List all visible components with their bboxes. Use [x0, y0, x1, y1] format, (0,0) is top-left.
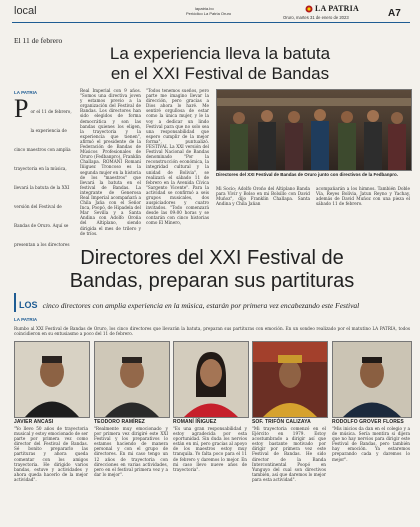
portrait-teodoro-ramirez [95, 342, 169, 417]
article1-headline-line1: La experiencia lleva la batuta [109, 44, 331, 63]
la-patria-logo-icon [305, 5, 313, 13]
profile-text-javier-ancasi: "Yo llevo 50 años de trayectoria musical y estoy emocionado de ser parte por primera vez como director del Festival de Bandas. Sé bonito prepararlo las partituras y ahora queda comentar con los amigos trayectoria. He dirigido varios bandas, estuve y actividades y ahora queda hacerlo de la mejor actividad". [14, 426, 88, 482]
profile-text-trifon-calizaya: "Mi trayectoria comenzó en el Ejército en 1979. Estoy acostumbrado a dirigir así que estoy bastante motivado por dirigir por primera vez este Festival de Bandas. He sido director de la Banda Intercontinental Poopó en Yunguyo del cual son directivos también, así que daremos lo mejor para esta actividad". [252, 426, 326, 482]
profile-text-teodoro-ramirez: "Realmente muy emocionado y por primera vez dirigiré este XXI Festival y los preparativos lo estamos haciendo de manera personal y con el grupo de directores. En mi caso tengo un 12 años de trayectoria con direcciones en varias actividades, pero en el festival primera vez y a dar lo mejor". [94, 426, 168, 477]
article2-deck [14, 293, 415, 312]
profile-photo-javier-ancasi [14, 341, 90, 418]
article2-byline: LA PATRIA [14, 317, 38, 322]
article1-col1-text: or el 11 de febrero, la experiencia de cinco maestros con amplia trayectoria en la música, llevará la batuta de la XXI versión del Festival de Bandas de Oruro. Aquí se presentan a los directores [14, 109, 72, 247]
article1-headline [60, 44, 380, 84]
section-label: local [14, 5, 37, 17]
profile-photo-rodolfo-grover-flores [332, 341, 412, 418]
portrait-romani-iniguez [174, 342, 248, 417]
profile-name-teodoro-ramirez: TEODORO RAMÍREZ [94, 419, 145, 425]
article2-intro: Rumbo al XXI Festival de Bandas de Oruro, los cinco directores que llevarán la batuta, preparan sus partituras con emoción. En un sondeo realizado por el matutino LA PATRIA, todos coincidieron en su entusiasmo a poco del 11 de febrero. [14, 326, 410, 337]
article1-column-1 [14, 98, 75, 248]
profile-name-rodolfo-grover-flores: RODOLFO GROVER FLORES [332, 419, 404, 425]
portrait-rodolfo-grover-flores [333, 342, 411, 417]
issue-date: Oruro, martes 31 de enero de 2023 [283, 15, 349, 20]
article1-column-2: Real Imperial con 9 años. "Somos una directiva joven y estamos previo a la organización del Festival de Bandas. Los directores han sido elegidos de forma democrática y son las bandas quienes los eligen, la trayectoria y la experiencia que tienen", afirmó el presidente de la Federación de Bandas de Músicos Profesionales de Oruro (Fedbanpro), Franklin Challapa. ROMANÍ Romaní Íñiguez Troncoso es la segunda mujer en la historia de los "maestros" que llevará la batuta en el festival de Bandas. La integrante de Generosa Real Imperial acompañará a Chila Jaña con el Señor Inca, Poopó, de Hipadela del Mar Sevilla y a Santa Andina con Adolfo Oroña del Altiplano, siendo dirigida el mes de trilero y de tríos. [80, 88, 141, 236]
article1-headline-line2: en el XXI Festival de Bandas [110, 64, 330, 83]
profile-photo-trifon-calizaya [252, 341, 328, 418]
article2-headline [14, 247, 410, 293]
article2-headline-line2: Bandas, preparan sus partituras [69, 270, 355, 292]
site-tagline: Periódico La Patria Oruro [186, 11, 232, 16]
profile-photo-romani-iniguez [173, 341, 249, 418]
profile-name-romani-iniguez: ROMANÍ ÍÑIGUEZ [173, 419, 217, 425]
article1-column-4: Mi Socio; Adolfo Oroño del Altiplano Banda para Vivir y Bolso en mi Bolsillo con David Muñoz", dijo Franklin Challapa. Santa Andina y Chila Jañan [216, 186, 310, 207]
article1-column-3: "Todos tenemos sueños, pero parte me imagino llevar la dirección, pero gracias a Dios ahora lo haré. Me sentiré orgullosa de estar como la única mujer, y le la voy a dedicar un lindo Festival para que no solo sea una responsabilidad que espero cumplir de la mejor forma", puntualizó. FESTIVAL La XXI versión del Festival Nacional de Bandas denominado "Por la reconstrucción económica, la integridad cultural y la unidad de Bolivia", se realizará el sábado 11 de febrero en la Avenida Cívica "Sargento Vicente". Para la actividad se confirmó a seis grupos musicales, dos auspiciadores y cuatro invitados. "Todo comenzará desde las 09:00 horas y se contarán con cinco historias como El Minero, [146, 88, 209, 226]
profile-text-romani-iniguez: "Es una gran responsabilidad y estoy agradecida por esta oportunidad. Sin duda los nervios están en mí, pero gracias al apoyo de los maestros estoy muy tranquila. Yo falta poco para el 11 de febrero y daremos lo mejor. En mi caso llevo nueve años de trayectoria". [173, 426, 247, 472]
brand-logo [305, 4, 359, 13]
article1-dropcap: P [14, 98, 29, 123]
article2-deck-text: cinco directores con amplia experiencia en la música, estarán por primera vez encabezando este Festival [42, 301, 360, 310]
article2-headline-line1: Directores del XXI Festival de [80, 247, 344, 269]
article1-column-5: acompañarán a los himnos. También Doble Vía, Reyes Bolívia, Jatun Reyno y Yachay, además de David Muñoz con una pieza el sábado 11 de febrero. [316, 186, 410, 207]
profile-name-trifon-calizaya: SOF. TRIFÓN CALIZAYA [252, 419, 311, 425]
profile-name-javier-ancasi: JAVIER ANCASI [14, 419, 54, 425]
portrait-trifon-calizaya [253, 342, 327, 417]
profile-photo-teodoro-ramirez [94, 341, 170, 418]
directors-group-photo [216, 89, 412, 171]
portrait-javier-ancasi [15, 342, 89, 417]
site-url[interactable]: lapatria.bo [195, 6, 214, 11]
article2-deck-lead: LOS [19, 300, 38, 310]
article1-photo-caption: Directores del XXI Festival de Bandas de Oruro junto con directivos de la Fedbanpro. [216, 172, 399, 177]
brand-name: LA PATRIA [315, 4, 359, 13]
page-number: A7 [388, 8, 401, 19]
profile-text-rodolfo-grover-flores: "Mis inicios da dan en el colegio y a de música. Sería mentira si dijera que no hay nervios para dirigir este Festival de Bandas, pero también hay emoción. Ya estaremos preparando cada y daremos lo mejor". [332, 426, 410, 462]
directors-group-illustration [217, 90, 411, 170]
article1-kicker: El 11 de febrero [14, 36, 63, 45]
header-rule [12, 22, 410, 23]
article1-byline: LA PATRIA [14, 90, 38, 95]
